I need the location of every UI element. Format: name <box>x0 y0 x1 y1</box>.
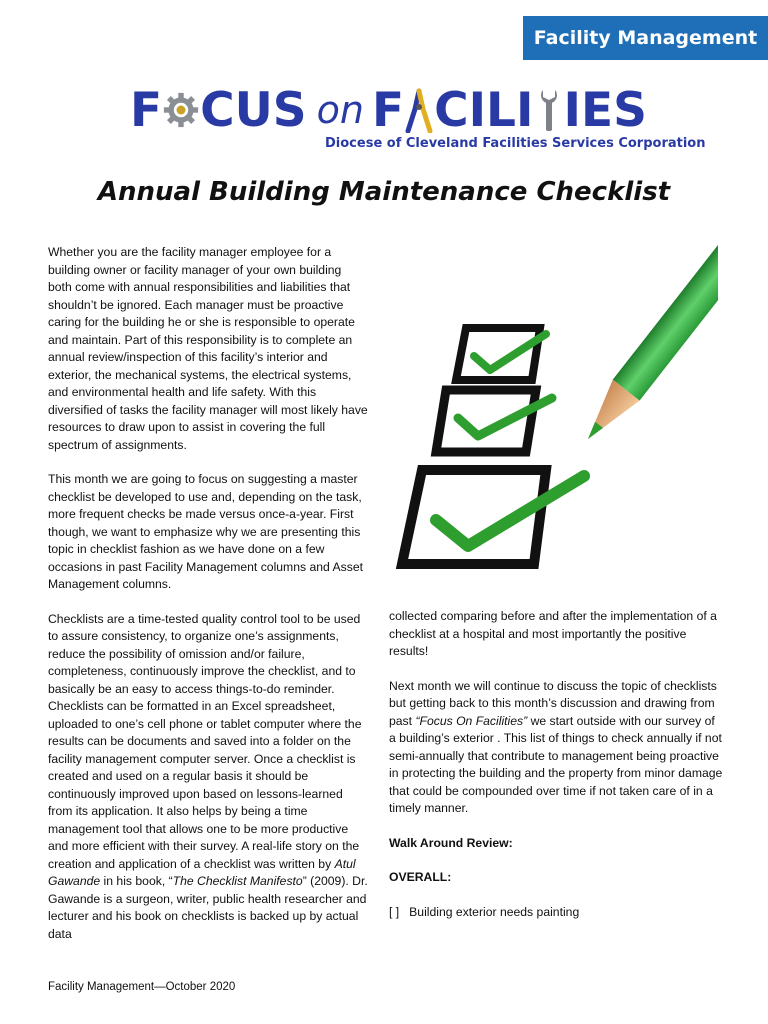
pencil-icon <box>575 238 718 449</box>
book-title: The Checklist Manifesto <box>172 874 303 888</box>
left-column <box>48 244 368 960</box>
walk-around-heading: Walk Around Review: <box>389 835 513 850</box>
right-column <box>389 608 724 921</box>
checkmark-icon <box>436 476 584 546</box>
paragraph-checklists: Checklists are a time-tested quality control tool to be used to assure consistency, to organize one’s assignments, reduce the possibility of omission and/or failure, completeness, continuously improve the checklist, and to basically be an easy to access things-to-do reminder. Checklists can be formatted in an Excel spreadsheet, uploaded to one’s cell phone or tablet computer where the results can be documents and saved into a folder on the facility management computer server. Once a checklist is created and used on a regular basis it should be continuously improved upon based on lessons-learned from its application. It also helps by being a time management tool that allows one to be more productive and more efficient with their survey. A real-life story on the creation and application of a checklist was written by Atul Gawande in his book, “The Checklist Manifesto” (2009). Dr. Gawande is a surgeon, writer, public health researcher and lecturer and his book on checklists is backed up by actual data <box>48 611 368 941</box>
logo-subtitle: Diocese of Cleveland Facilities Services Corporation <box>325 136 706 151</box>
paragraph-next-month: Next month we will continue to discuss the topic of checklists but getting back to this month’s discussion and drawing from past “Focus On Facilities” we start outside with our survey of a building’s exterior . This list of things to check annually if not semi-annually that contribute to management being proactive in protecting the building and the property from minor damage that could be compounded over time if not taken care of in a timely manner. <box>389 678 723 815</box>
checkmark-icon <box>458 398 552 436</box>
checklist-illustration <box>380 238 718 586</box>
publication-name: “Focus On Facilities” <box>415 713 528 728</box>
checkbox-icon <box>436 390 536 452</box>
publication-logo <box>130 82 706 158</box>
wrench-icon <box>534 87 564 133</box>
logo-text-cus: CUS <box>200 82 307 138</box>
paragraph-continued: collected comparing before and after the implementation of a checklist at a hospital and most importantly the positive results! <box>389 609 717 658</box>
pliers-icon <box>404 87 434 133</box>
overall-heading: OVERALL: <box>389 870 452 884</box>
checkbox-icon <box>456 328 540 380</box>
page-footer: Facility Management—October 2020 <box>48 981 236 993</box>
checklist-item <box>389 904 724 922</box>
logo-letter-f: F <box>130 82 163 138</box>
checklist-box: [ ] <box>389 904 400 919</box>
article-title: Annual Building Maintenance Checklist <box>97 177 671 207</box>
gear-icon <box>163 92 199 128</box>
logo-text-cili: CILI <box>434 82 534 138</box>
logo-text-on: on <box>316 88 364 132</box>
author-name: Atul Gawande <box>48 856 356 888</box>
section-banner: Facility Management <box>523 16 768 60</box>
paragraph-intro: Whether you are the facility manager employee for a building owner or facility manager of your own building both come with annual responsibilities and liabilities that shouldn’t be ignored. Each manager must be proactive caring for the building he or she is responsible to operate and maintain. Part of this responsibility is to complete an annual review/inspection of this facility’s interior and exterior, the mechanical systems, the electrical systems, and environmental health and life safety. With this diversified of tasks the facility manager will most likely have resources to draw upon to assist in covering the full spectrum of assignments. <box>48 245 368 452</box>
logo-wordmark <box>130 84 647 136</box>
logo-letter-f2: F <box>371 82 405 138</box>
paragraph-focus: This month we are going to focus on suggesting a master checklist be developed to use and, depending on the task, more frequent checks be made versus once-a-year. First though, we want to emphasize why we are presenting this topic in checklist fashion as we have done on a few occasions in past Facility Management columns and Asset Management columns. <box>48 472 363 591</box>
logo-text-ies: IES <box>563 82 647 138</box>
checklist-item-text: Building exterior needs painting <box>409 904 580 919</box>
